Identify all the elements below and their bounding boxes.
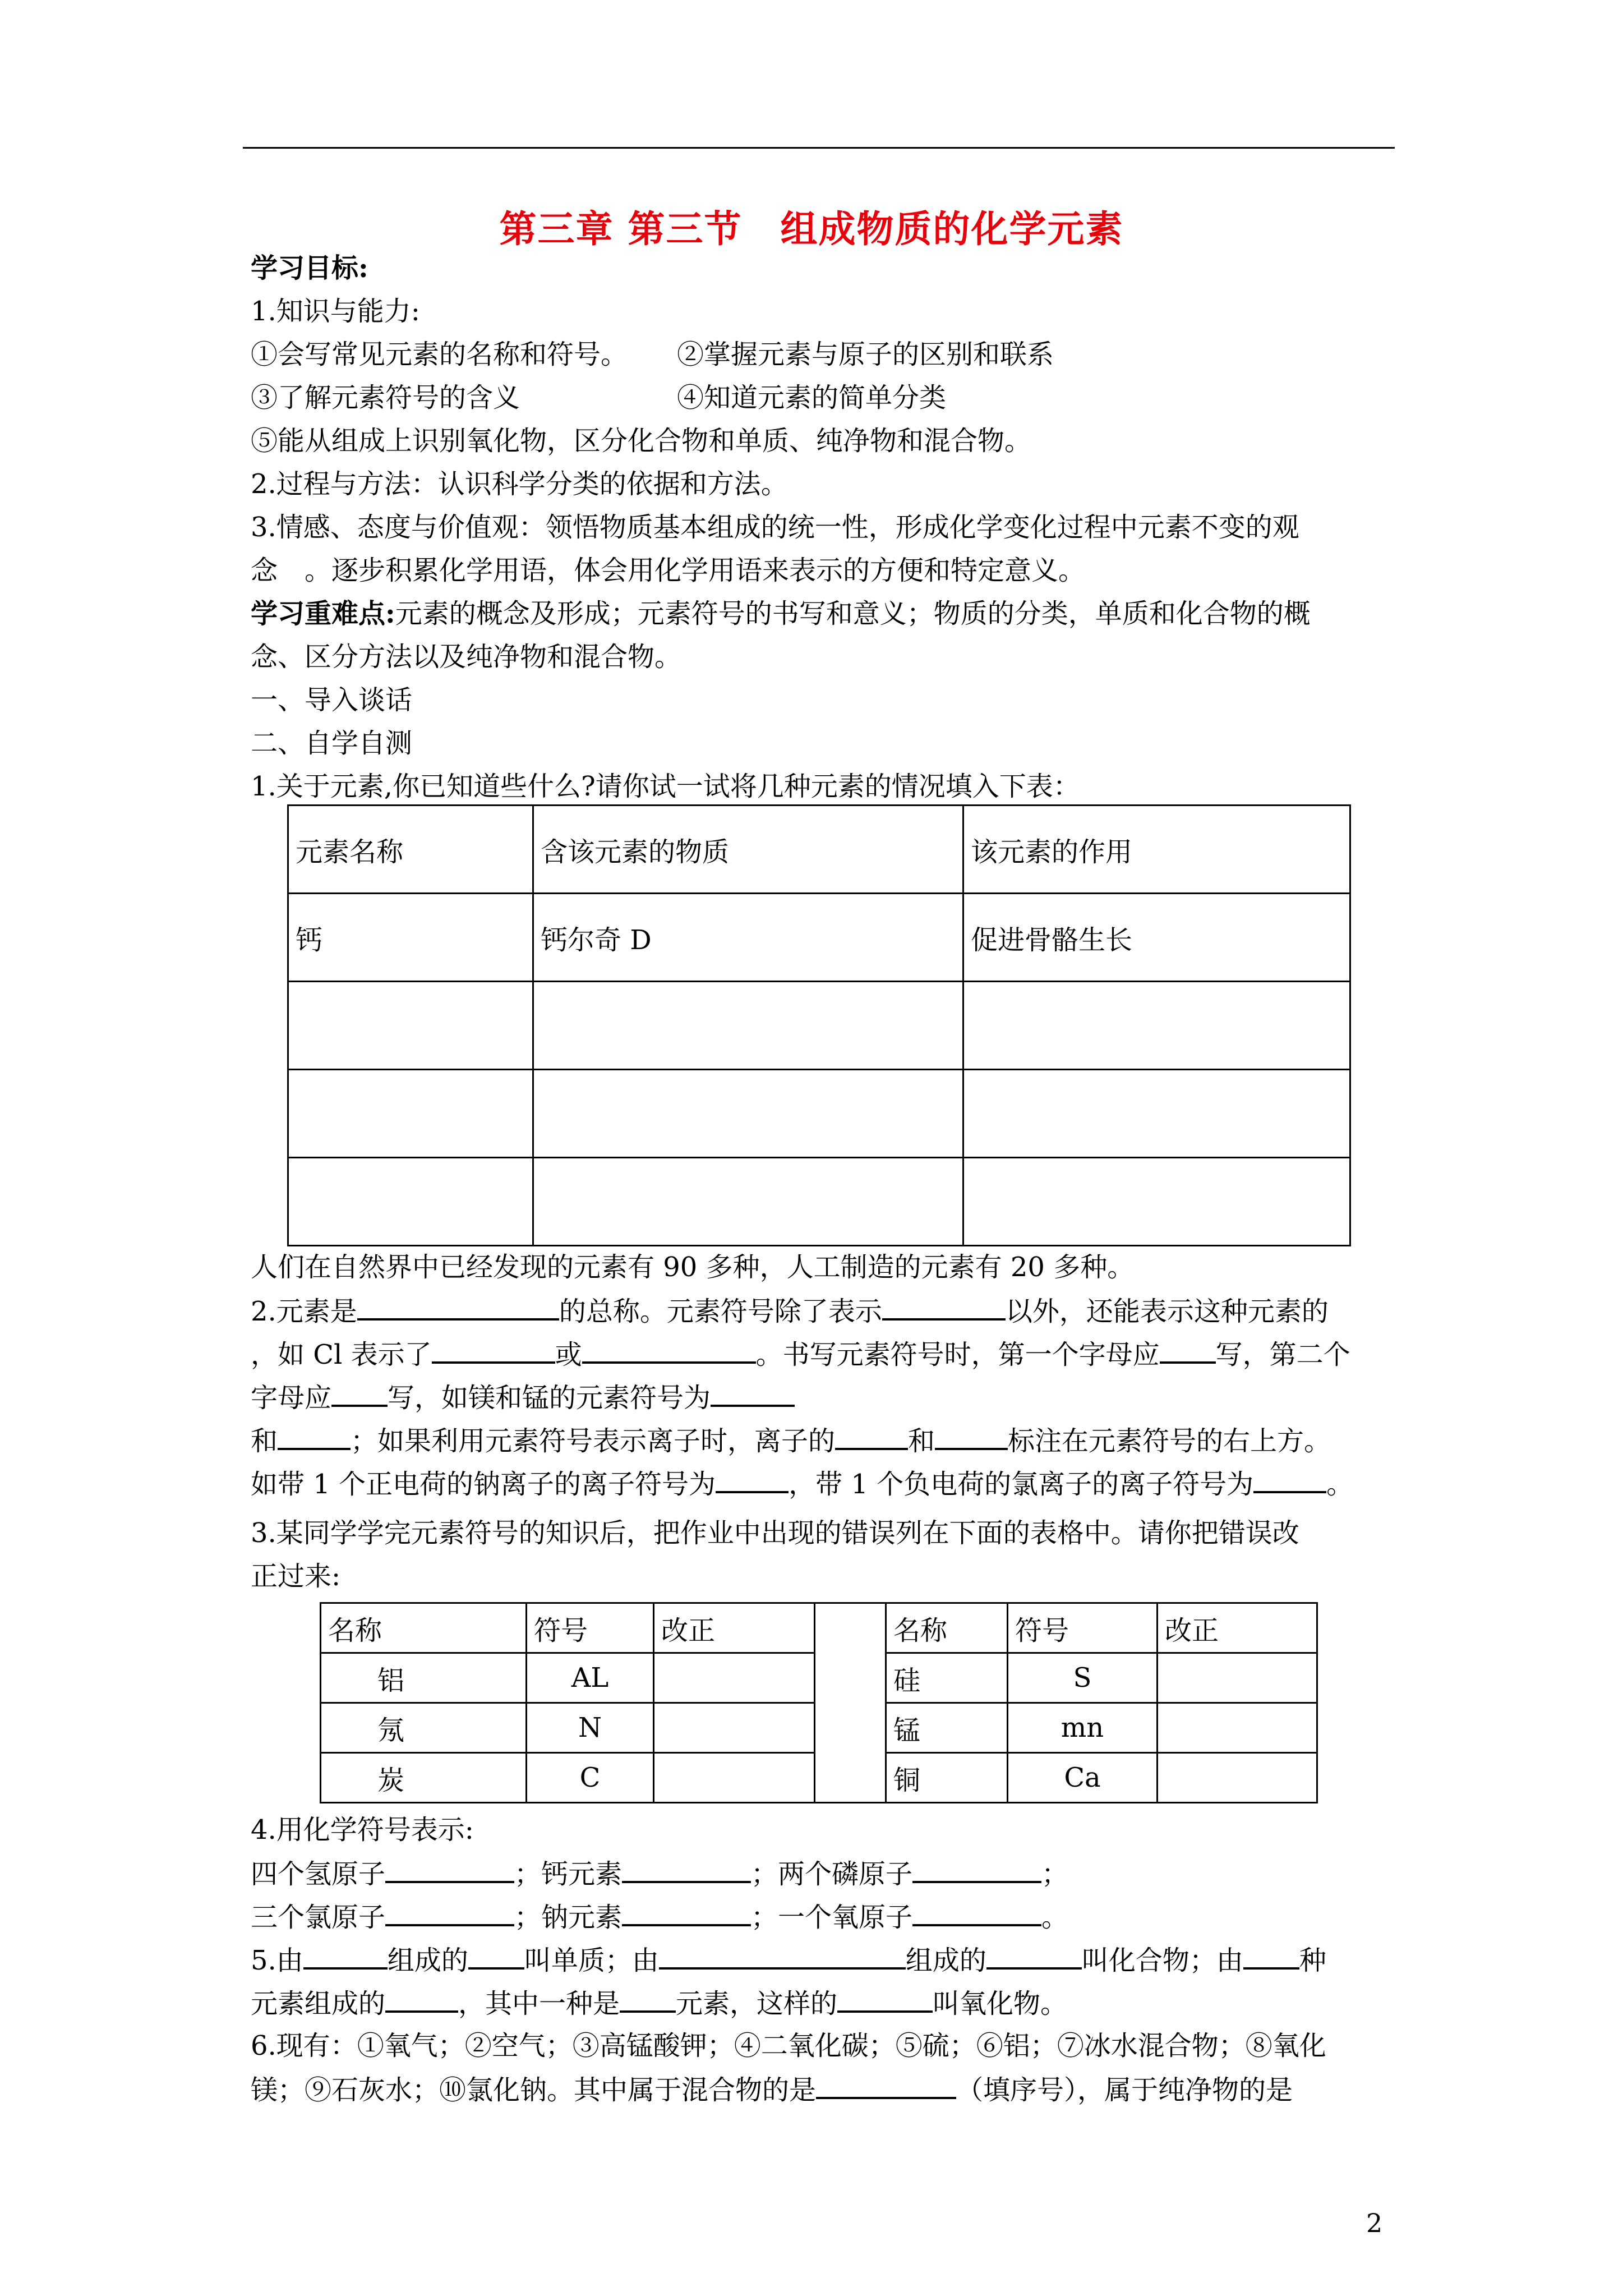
page-title: 第三章 第三节 组成物质的化学元素 — [499, 207, 1124, 251]
element-count-note: 人们在自然界中已经发现的元素有 90 多种，人工制造的元素有 20 多种。 — [251, 1251, 1135, 1283]
q6-text: 镁；⑨石灰水；⑩氯化钠。其中属于混合物的是 — [251, 2074, 817, 2106]
table-cell: 钙尔奇 D — [533, 894, 963, 982]
blank-field[interactable] — [935, 1423, 1008, 1450]
blank-field[interactable] — [622, 1899, 751, 1926]
q5-text: 组成的 — [905, 1945, 986, 1976]
q2-text: 字母应 — [251, 1382, 332, 1414]
q5-text: 种 — [1299, 1945, 1326, 1976]
goal-3b: 念 。逐步积累化学用语，体会用化学用语来表示的方便和特定意义。 — [251, 555, 1086, 586]
q4-text: ；钠元素 — [514, 1902, 623, 1933]
page-number: 2 — [1366, 2208, 1383, 2238]
blank-field[interactable] — [716, 1466, 789, 1493]
q6-text: （填序号），属于纯净物的是 — [956, 2074, 1293, 2106]
q5-text: 叫单质；由 — [524, 1945, 659, 1976]
q4-text: ； — [1041, 1858, 1069, 1890]
table-header: 改正 — [654, 1603, 815, 1653]
table-cell: 氖 — [321, 1703, 527, 1753]
table-cell: 硅 — [886, 1653, 1008, 1703]
table-cell[interactable] — [533, 982, 963, 1070]
question-4-line-2 — [251, 1899, 1068, 1934]
table-cell[interactable] — [288, 1070, 533, 1158]
table-cell: S — [1008, 1653, 1158, 1703]
blank-field[interactable] — [912, 1899, 1041, 1926]
q2-text: 的总称。元素符号除了表示 — [559, 1296, 882, 1327]
q5-text: 5.由 — [251, 1945, 303, 1976]
blank-field[interactable] — [385, 1986, 458, 2013]
blank-field[interactable] — [1160, 1337, 1216, 1364]
blank-field[interactable] — [986, 1943, 1082, 1970]
blank-field[interactable] — [912, 1856, 1041, 1883]
q4-text: 。 — [1041, 1902, 1069, 1933]
question-3a: 3.某同学学完元素符号的知识后，把作业中出现的错误列在下面的表格中。请你把错误改 — [251, 1517, 1299, 1549]
question-2-line-2 — [251, 1337, 1350, 1372]
question-4: 4.用化学符号表示: — [251, 1814, 474, 1846]
question-4-line-1 — [251, 1856, 1068, 1891]
question-6-line-2 — [251, 2072, 1293, 2107]
question-3b: 正过来: — [251, 1561, 341, 1592]
question-5-line-1 — [251, 1943, 1326, 1977]
blank-field[interactable] — [882, 1294, 1006, 1320]
q2-text: 写，第二个 — [1215, 1339, 1350, 1370]
goal-1e: ⑤能从组成上识别氧化物，区分化合物和单质、纯净物和混合物。 — [251, 425, 1032, 457]
question-2-line-3 — [251, 1380, 795, 1415]
q2-text: 如带 1 个正电荷的钠离子的离子符号为 — [251, 1469, 716, 1500]
blank-field[interactable] — [432, 1337, 555, 1364]
blank-field[interactable] — [1243, 1943, 1299, 1970]
q2-text: 写，如镁和锰的元素符号为 — [388, 1382, 711, 1414]
table-cell: 铝 — [321, 1653, 527, 1703]
table-cell: mn — [1008, 1703, 1158, 1753]
goal-1d: ④知道元素的简单分类 — [677, 382, 947, 413]
q5-text: 叫化合物；由 — [1081, 1945, 1243, 1976]
goal-1c: ③了解元素符号的含义 — [251, 382, 520, 413]
key-text-a: 元素的概念及形成；元素符号的书写和意义；物质的分类，单质和化合物的概 — [395, 598, 1311, 629]
section-2: 二、自学自测 — [251, 728, 413, 759]
table-cell: 锰 — [886, 1703, 1008, 1753]
blank-field[interactable] — [835, 1423, 908, 1450]
table-cell[interactable] — [1158, 1703, 1317, 1753]
question-1: 1.关于元素,你已知道些什么?请你试一试将几种元素的情况填入下表： — [251, 771, 1080, 802]
table-header: 含该元素的物质 — [533, 806, 963, 894]
table-row — [288, 894, 1350, 982]
blank-field[interactable] — [331, 1380, 388, 1407]
table-cell: 钙 — [288, 894, 533, 982]
table-row — [288, 1070, 1350, 1158]
blank-field[interactable] — [582, 1337, 756, 1364]
goals-heading: 学习目标: — [251, 252, 368, 284]
q4-text: 四个氢原子 — [251, 1858, 386, 1890]
q2-text: 或 — [555, 1339, 582, 1370]
table-cell[interactable] — [654, 1753, 815, 1803]
goal-1-row-2 — [251, 381, 947, 415]
q2-text: ；如果利用元素符号表示离子时，离子的 — [351, 1425, 836, 1457]
goal-1a: ①会写常见元素的名称和符号。 — [251, 339, 628, 370]
table-cell[interactable] — [288, 1158, 533, 1246]
table-cell: N — [527, 1703, 654, 1753]
question-2-line-1 — [251, 1294, 1329, 1328]
table-cell[interactable] — [963, 982, 1350, 1070]
key-text-b: 念、区分方法以及纯净物和混合物。 — [251, 641, 682, 673]
table-cell[interactable] — [1158, 1753, 1317, 1803]
table-cell[interactable] — [963, 1158, 1350, 1246]
goal-1-row-1 — [251, 338, 1054, 371]
q2-text: 。 — [1326, 1469, 1354, 1500]
q2-text: 和 — [908, 1425, 935, 1457]
blank-field[interactable] — [620, 1986, 676, 2013]
table-cell[interactable] — [1158, 1653, 1317, 1703]
blank-field[interactable] — [385, 1856, 514, 1883]
q5-text: ，其中一种是 — [458, 1988, 620, 2019]
q4-text: 三个氯原子 — [251, 1902, 386, 1933]
q2-text: 以外，还能表示这种元素的 — [1005, 1296, 1329, 1327]
goal-1b: ②掌握元素与原子的区别和联系 — [677, 339, 1054, 370]
table-cell: C — [527, 1753, 654, 1803]
q2-text: 标注在元素符号的右上方。 — [1008, 1425, 1331, 1457]
correction-table — [320, 1602, 1318, 1803]
blank-field[interactable] — [468, 1943, 524, 1970]
table-cell: 铜 — [886, 1753, 1008, 1803]
table-header-row — [288, 806, 1350, 894]
q2-text: 和 — [251, 1425, 278, 1457]
q2-text: ，带 1 个负电荷的氯离子的离子符号为 — [789, 1469, 1254, 1500]
q5-text: 组成的 — [387, 1945, 468, 1976]
q2-text: 。书写元素符号时，第一个字母应 — [755, 1339, 1160, 1370]
table-header: 名称 — [886, 1603, 1008, 1653]
q4-text: ；一个氧原子 — [751, 1902, 913, 1933]
table-row — [288, 1158, 1350, 1246]
q4-text: ；钙元素 — [514, 1858, 623, 1890]
table-header: 名称 — [321, 1603, 527, 1653]
table-cell: 促进骨骼生长 — [963, 894, 1350, 982]
q2-text: 2.元素是 — [251, 1296, 357, 1327]
blank-field[interactable] — [385, 1899, 514, 1926]
goal-1: 1.知识与能力: — [251, 296, 420, 327]
section-1: 一、导入谈话 — [251, 684, 413, 716]
table-cell[interactable] — [963, 1070, 1350, 1158]
table-cell[interactable] — [533, 1158, 963, 1246]
blank-field[interactable] — [1253, 1466, 1326, 1493]
goal-3a: 3.情感、态度与价值观：领悟物质基本组成的统一性，形成化学变化过程中元素不变的观 — [251, 512, 1299, 543]
q5-text: 叫氧化物。 — [933, 1988, 1068, 2019]
table-cell: 炭 — [321, 1753, 527, 1803]
table-row — [288, 982, 1350, 1070]
blank-field[interactable] — [816, 2072, 956, 2099]
table-cell: Ca — [1008, 1753, 1158, 1803]
q5-text: 元素组成的 — [251, 1988, 386, 2019]
q4-text: ；两个磷原子 — [751, 1858, 913, 1890]
q5-text: 元素，这样的 — [676, 1988, 838, 2019]
question-6a: 6.现有：①氧气；②空气；③高锰酸钾；④二氧化碳；⑤硫；⑥铝；⑦冰水混合物；⑧氧化 — [251, 2030, 1326, 2062]
table-header: 元素名称 — [288, 806, 533, 894]
element-table — [287, 804, 1351, 1246]
key-points — [251, 597, 1311, 631]
table-header: 符号 — [1008, 1603, 1158, 1653]
blank-field[interactable] — [357, 1294, 559, 1320]
table-cell[interactable] — [654, 1653, 815, 1703]
blank-field[interactable] — [659, 1943, 906, 1970]
table-cell[interactable] — [654, 1703, 815, 1753]
blank-field[interactable] — [278, 1423, 351, 1450]
blank-field[interactable] — [711, 1380, 795, 1407]
q2-text: ，如 Cl 表示了 — [251, 1339, 432, 1370]
goal-2: 2.过程与方法：认识科学分类的依据和方法。 — [251, 468, 788, 500]
table-cell: AL — [527, 1653, 654, 1703]
table-gap — [815, 1603, 886, 1803]
blank-field[interactable] — [837, 1986, 933, 2013]
table-header: 改正 — [1158, 1603, 1317, 1653]
key-label: 学习重难点: — [251, 598, 395, 629]
question-2-line-5 — [251, 1466, 1353, 1501]
table-cell[interactable] — [288, 982, 533, 1070]
table-cell[interactable] — [533, 1070, 963, 1158]
table-header: 该元素的作用 — [963, 806, 1350, 894]
table-header: 符号 — [527, 1603, 654, 1653]
question-5-line-2 — [251, 1986, 1067, 2021]
blank-field[interactable] — [303, 1943, 388, 1970]
question-2-line-4 — [251, 1423, 1331, 1458]
header-rule — [243, 147, 1395, 149]
blank-field[interactable] — [622, 1856, 751, 1883]
table-header-row — [321, 1603, 1317, 1653]
